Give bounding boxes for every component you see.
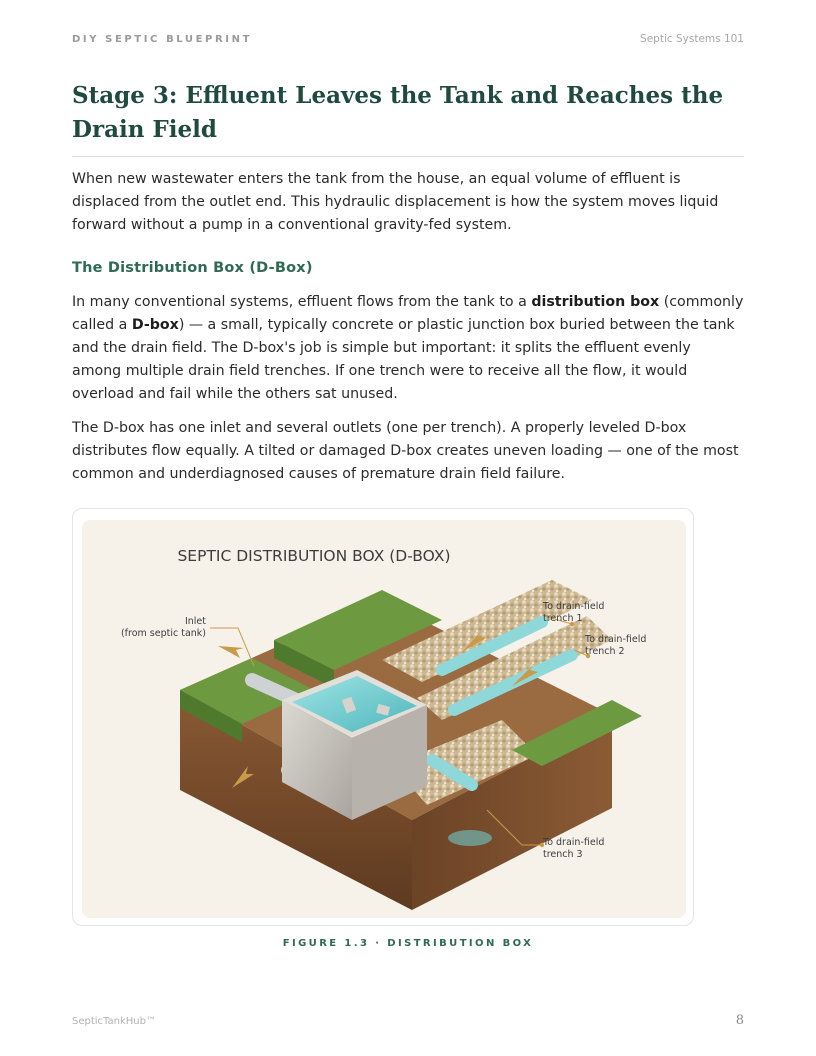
trench-3-label-line1: To drain-field xyxy=(543,837,605,848)
figure-caption: FIGURE 1.3 · DISTRIBUTION BOX xyxy=(282,938,534,949)
outflow-splash xyxy=(448,830,492,846)
trench-1-label-line1: To drain-field xyxy=(543,601,605,612)
figure-card xyxy=(72,508,694,926)
page-number: 8 xyxy=(735,1013,744,1028)
intro-paragraph: When new wastewater enters the tank from the house, an equal volume of effluent is displaced from the outlet end. This hydraulic displacement is how the system moves liquid forward without a pump in a conventional gravity-fed system. xyxy=(72,171,719,233)
dbox-paragraph-text-2: (commonly called a xyxy=(72,294,744,333)
page-title: Stage 3: Effluent Leaves the Tank and Reaches the Drain Field xyxy=(72,82,724,143)
dbox-paragraph-text-1: In many conventional systems, effluent flows from the tank to a xyxy=(72,294,532,310)
dbox-paragraph-text-3: ) — a small, typically concrete or plastic junction box buried between the tank and the drain field. The D-box's job is simple but important: it splits the effluent evenly among multiple drain field trenches. If one trench were to receive all the flow, it would overload and fail while the others sat unused. xyxy=(72,317,735,402)
trench-1-label-line2: trench 1 xyxy=(543,613,583,624)
footer-brand: SepticTankHub™ xyxy=(72,1016,156,1027)
trench-2-label-line1: To drain-field xyxy=(585,634,647,645)
section-label: Septic Systems 101 xyxy=(640,33,744,45)
trench-2-label-line2: trench 2 xyxy=(585,646,625,657)
term-distribution-box: distribution box xyxy=(531,294,660,310)
term-dbox: D-box xyxy=(131,317,179,333)
inlet-label-line2: (from septic tank) xyxy=(120,628,206,639)
figure-illustration xyxy=(82,520,686,918)
inlet-label-line1: Inlet xyxy=(184,616,206,627)
inlet-arrow xyxy=(218,646,244,658)
dbox-paragraph xyxy=(72,291,744,406)
dbox-outlets-paragraph: The D-box has one inlet and several outlets (one per trench). A properly leveled D-box distributes flow equally. A tilted or damaged D-box creates uneven loading — one of the most common and underdiagnosed causes of premature drain field failure. xyxy=(72,420,739,482)
subheading-dbox: The Distribution Box (D-Box) xyxy=(72,260,313,276)
page-header xyxy=(72,33,744,45)
figure-title: SEPTIC DISTRIBUTION BOX (D-BOX) xyxy=(177,547,451,565)
trench-3-label-line2: trench 3 xyxy=(543,849,583,860)
brand-label: DIY SEPTIC BLUEPRINT xyxy=(72,33,252,45)
title-divider xyxy=(72,156,744,157)
dbox-illustration xyxy=(82,520,686,918)
